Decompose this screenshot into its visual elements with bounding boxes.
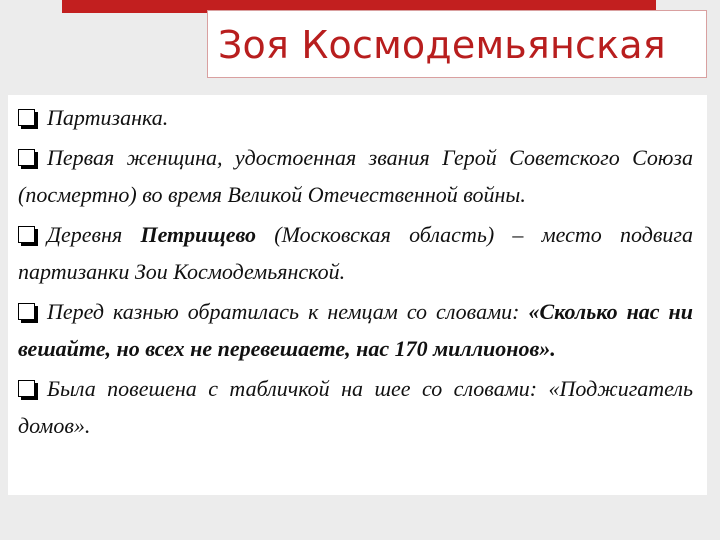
bullet-item: [18, 139, 693, 213]
bullet-text: Перед казнью обратилась к немцам со словами:: [47, 299, 520, 324]
bullet-text: Первая женщина, удостоенная звания Герой Советского Союза (посмертно) во время Великой Отечественной войны.: [18, 145, 693, 207]
village-name: Петрищево: [140, 222, 257, 247]
checkbox-icon: [18, 380, 35, 397]
slide-title: Зоя Космодемьянская: [218, 23, 666, 67]
bullet-text: (Московская область) – место подвига партизанки Зои Космодемьянской.: [18, 222, 694, 284]
quote-text: «Сколько нас ни вешайте, но всех не перевешаете, нас 170 миллионов».: [18, 299, 693, 361]
bullet-text: Партизанка.: [47, 105, 169, 130]
bullet-text: Была повешена с табличкой на шее со словами: «Поджигатель домов».: [18, 376, 693, 438]
checkbox-icon: [18, 226, 35, 243]
bullet-item: [18, 99, 693, 136]
content-box: [8, 95, 707, 495]
bullet-item: [18, 370, 693, 444]
checkbox-icon: [18, 149, 35, 166]
checkbox-icon: [18, 109, 35, 126]
bullet-item: [18, 216, 693, 290]
bullet-list: [8, 99, 707, 444]
bullet-text: Деревня: [47, 222, 123, 247]
title-box: [207, 10, 707, 78]
bullet-item: [18, 293, 693, 367]
checkbox-icon: [18, 303, 35, 320]
